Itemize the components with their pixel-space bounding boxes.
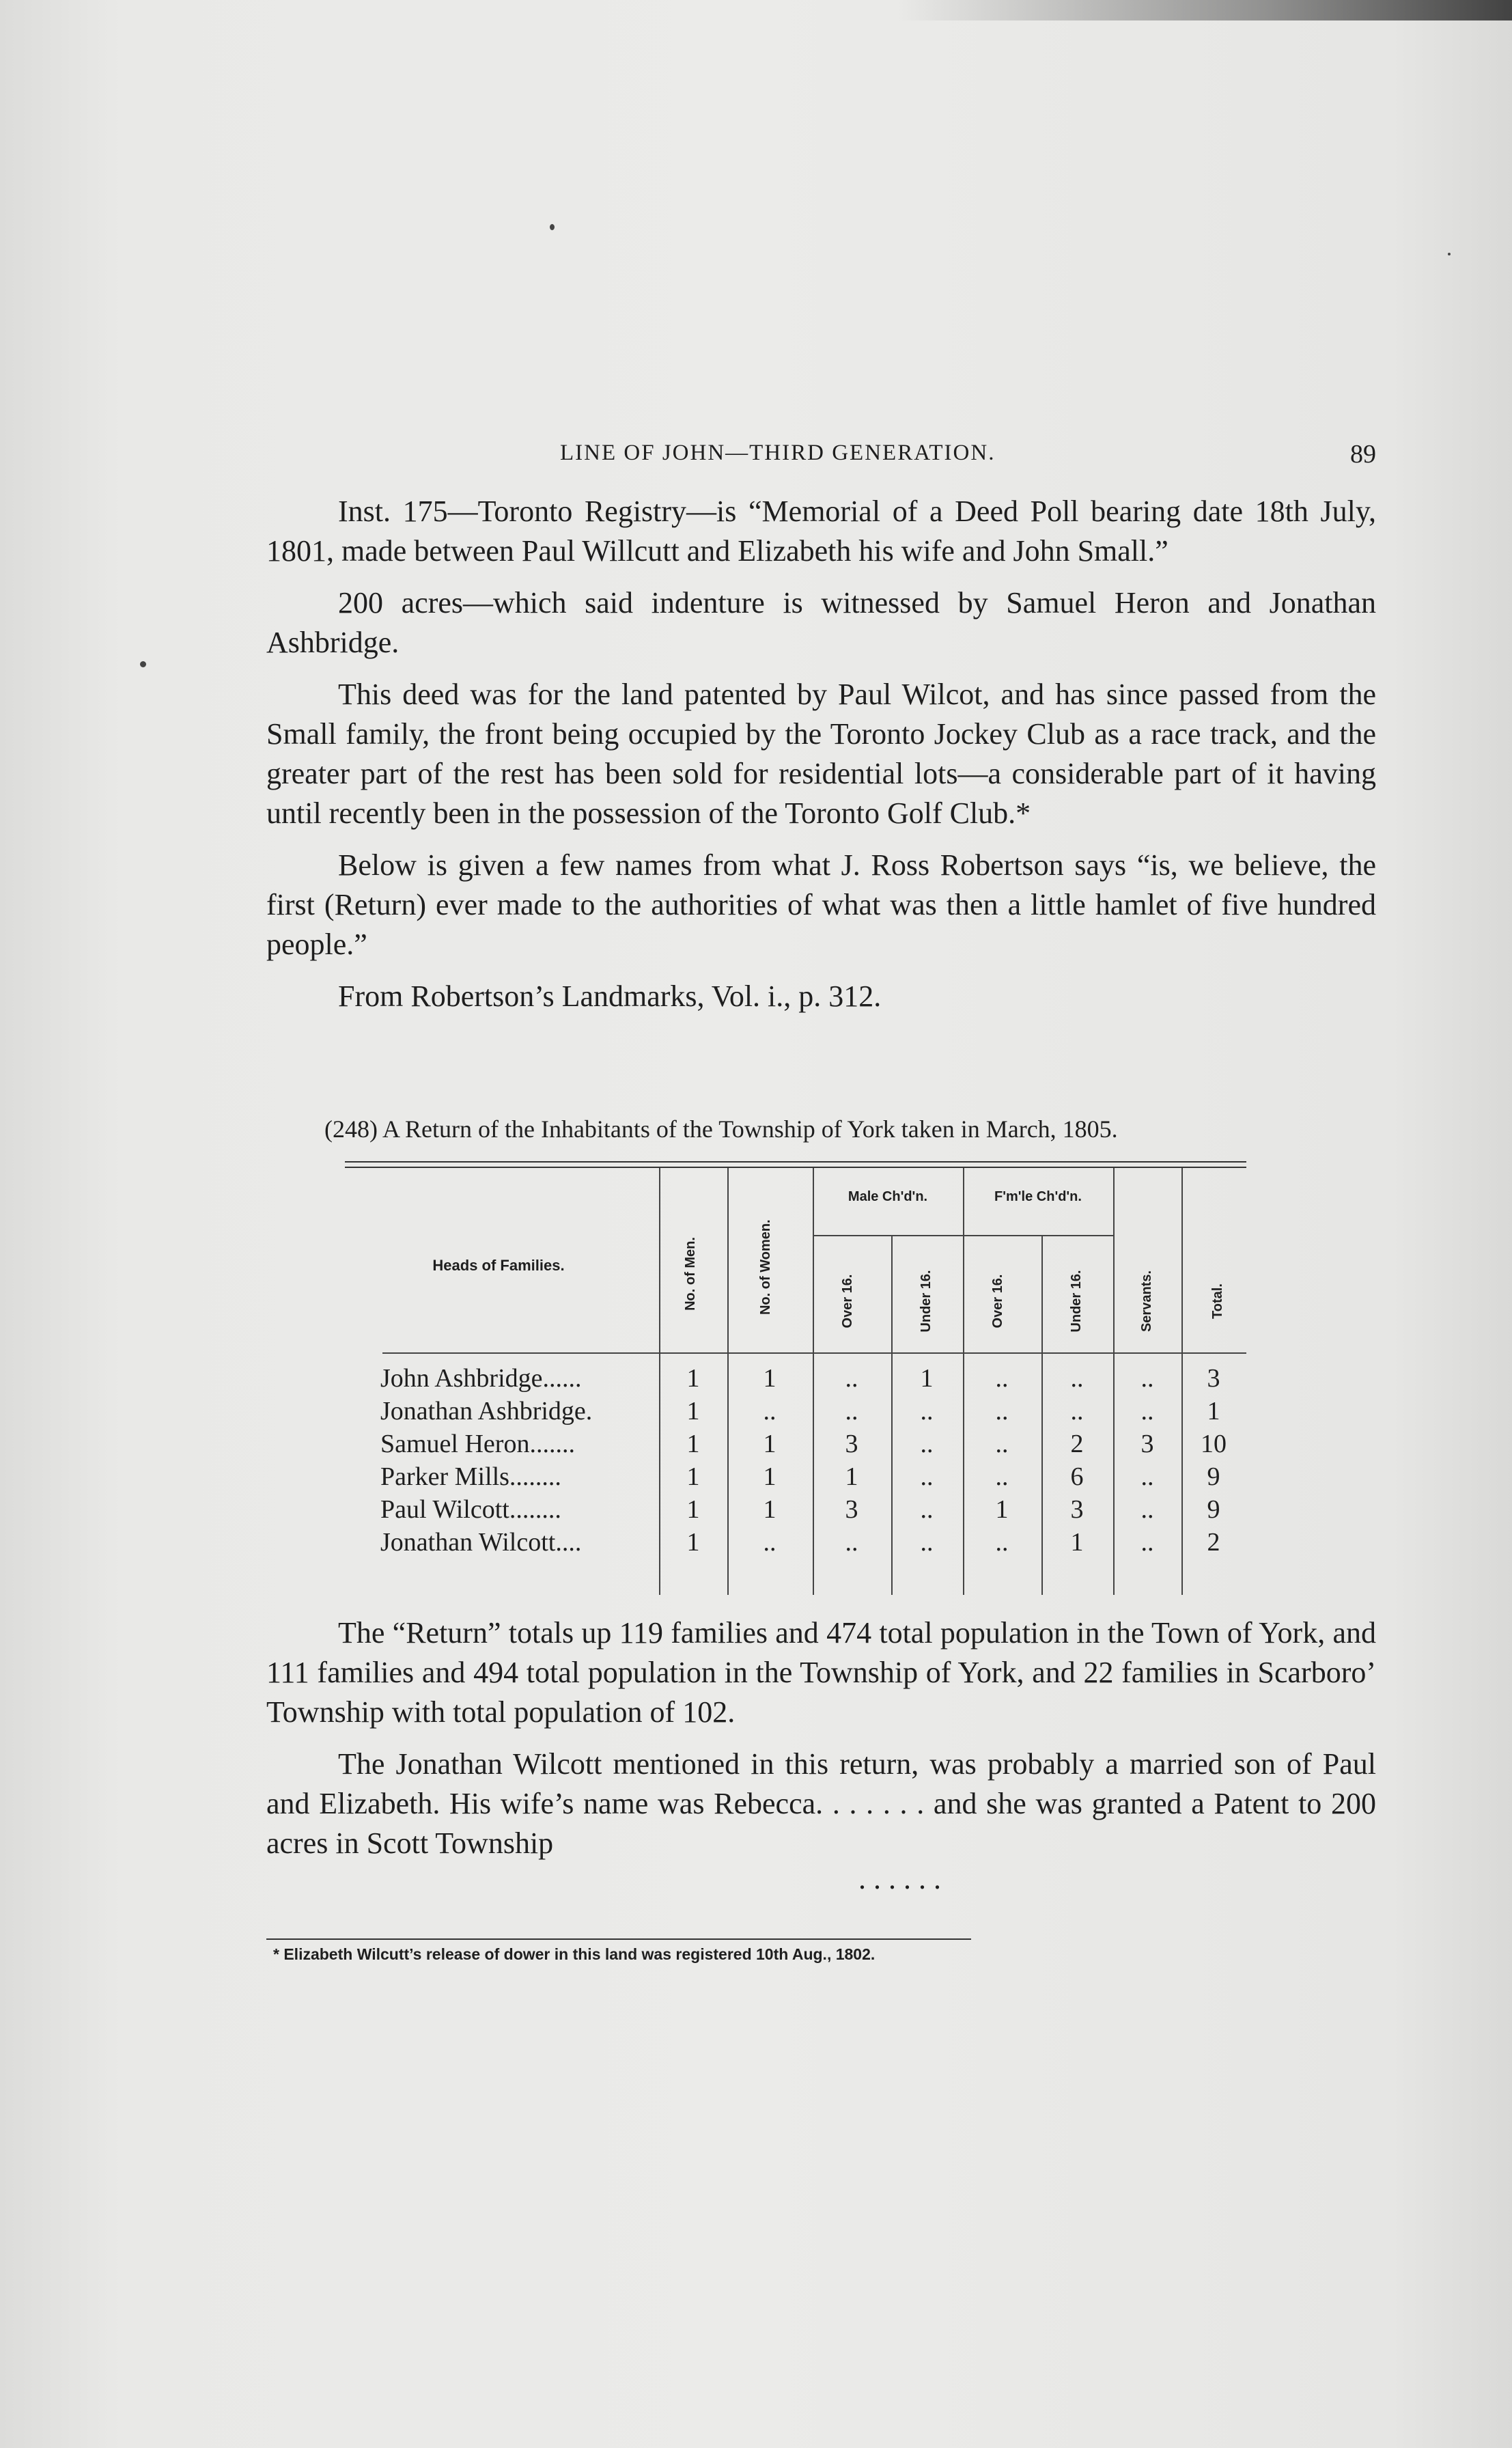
cell-fem-under: .. (1070, 1397, 1084, 1425)
paragraph: The “Return” totals up 119 families and 474 total population in the Town of York, and 111 families and 494 total population in the Township of York, and 22 families in Scarboro’ Township with total population of 102. (266, 1616, 1376, 1729)
cell-men: 1 (686, 1495, 700, 1524)
continued-text (266, 1613, 1376, 1911)
family-head-name: Jonathan Wilcott.... (380, 1528, 582, 1557)
cell-fem-over: .. (995, 1397, 1009, 1425)
cell-fem-over: .. (995, 1430, 1009, 1458)
table-caption: (248) A Return of the Inhabitants of the Township of York taken in March, 1805. (324, 1115, 1118, 1143)
table-row (345, 1428, 1246, 1460)
cell-women: .. (763, 1397, 776, 1425)
cell-fem-over: .. (995, 1364, 1009, 1393)
page-header (266, 441, 1376, 475)
cell-male-over: 1 (845, 1462, 858, 1491)
cell-men: 1 (686, 1364, 700, 1393)
cell-male-over: .. (845, 1364, 858, 1393)
group-underline (963, 1235, 1113, 1236)
cell-servants: .. (1140, 1397, 1154, 1425)
footnote: * Elizabeth Wilcutt’s release of dower in this land was registered 10th Aug., 1802. (273, 1945, 876, 1963)
family-head-name: Jonathan Ashbridge. (380, 1397, 593, 1425)
cell-women: 1 (763, 1495, 776, 1524)
cell-fem-under: .. (1070, 1364, 1084, 1393)
ink-speck (1448, 253, 1451, 255)
cell-fem-under: 2 (1070, 1430, 1084, 1458)
paragraph: Below is given a few names from what J. Ross Robertson says “is, we believe, the first (Return) ever made to the authorities of what was then a little hamlet of five hundred people.” (266, 848, 1376, 961)
ink-speck (140, 661, 146, 667)
column-header: Under 16. (919, 1270, 934, 1333)
cell-servants: 3 (1140, 1430, 1154, 1458)
cell-total: 1 (1207, 1397, 1220, 1425)
cell-male-under: .. (920, 1495, 934, 1524)
family-head-name: Paul Wilcott........ (380, 1495, 561, 1524)
cell-male-under: .. (920, 1430, 934, 1458)
cell-fem-under: 3 (1070, 1495, 1084, 1524)
column-header: No. of Men. (683, 1237, 698, 1311)
cell-women: 1 (763, 1364, 776, 1393)
paragraph: This deed was for the land patented by Paul Wilcot, and has since passed from the Small family, the front being occupied by the Toronto Jockey Club as a race track, and the greater part of the rest has been sold for residential lots—a considerable part of it having until recently been in the possession of the Toronto Golf Club.* (266, 678, 1376, 830)
cell-men: 1 (686, 1430, 700, 1458)
cell-fem-over: 1 (995, 1495, 1009, 1524)
cell-male-over: .. (845, 1528, 858, 1557)
cell-men: 1 (686, 1397, 700, 1425)
column-header: Over 16. (990, 1274, 1005, 1329)
family-head-name: Parker Mills........ (380, 1462, 561, 1491)
table-row (345, 1494, 1246, 1525)
table-row (345, 1395, 1246, 1427)
paragraph: The Jonathan Wilcott mentioned in this return, was probably a married son of Paul and Elizabeth. His wife’s name was Rebecca. . . . . . . and she was granted a Patent to 200 acres in Scott Township (266, 1747, 1376, 1860)
column-header: No. of Women. (758, 1219, 773, 1315)
cell-women: 1 (763, 1462, 776, 1491)
cell-servants: .. (1140, 1528, 1154, 1557)
female-children-header: F'm'le Ch'd'n. (994, 1189, 1082, 1204)
cell-women: 1 (763, 1430, 776, 1458)
cell-fem-under: 6 (1070, 1462, 1084, 1491)
family-head-name: Samuel Heron....... (380, 1430, 575, 1458)
group-underline (813, 1235, 963, 1236)
column-header: Over 16. (840, 1274, 855, 1329)
column-header: Total. (1210, 1283, 1225, 1319)
cell-total: 9 (1207, 1462, 1220, 1491)
cell-male-under: 1 (920, 1364, 934, 1393)
table-row (345, 1461, 1246, 1492)
cell-male-under: .. (920, 1397, 934, 1425)
cell-servants: .. (1140, 1462, 1154, 1491)
cell-servants: .. (1140, 1495, 1154, 1524)
census-table (345, 1161, 1246, 1602)
cell-men: 1 (686, 1528, 700, 1557)
column-header: Servants. (1139, 1270, 1154, 1333)
paragraph: 200 acres—which said indenture is witnessed by Samuel Heron and Jonathan Ashbridge. (266, 586, 1376, 659)
cell-total: 2 (1207, 1528, 1220, 1557)
heads-of-families-header: Heads of Families. (432, 1257, 565, 1274)
cell-women: .. (763, 1528, 776, 1557)
cell-fem-over: .. (995, 1528, 1009, 1557)
main-text (266, 492, 1376, 1029)
male-children-header: Male Ch'd'n. (848, 1189, 928, 1204)
table-top-rule (345, 1161, 1246, 1163)
cell-male-over: .. (845, 1397, 858, 1425)
cell-male-under: .. (920, 1462, 934, 1491)
table-row (345, 1527, 1246, 1558)
cell-men: 1 (686, 1462, 700, 1491)
cell-servants: .. (1140, 1364, 1154, 1393)
cell-male-under: .. (920, 1528, 934, 1557)
ink-speck (550, 224, 555, 230)
header-bottom-rule (382, 1352, 1246, 1354)
column-header: Under 16. (1069, 1270, 1084, 1333)
page-number: 89 (1350, 440, 1376, 469)
cell-total: 10 (1201, 1430, 1227, 1458)
cell-fem-over: .. (995, 1462, 1009, 1491)
scan-edge-shadow (897, 0, 1512, 20)
cell-fem-under: 1 (1070, 1528, 1084, 1557)
running-title: LINE OF JOHN—THIRD GENERATION. (560, 441, 996, 465)
table-top-rule (345, 1167, 1246, 1168)
paragraph: From Robertson’s Landmarks, Vol. i., p. 312. (338, 979, 882, 1013)
cell-male-over: 3 (845, 1495, 858, 1524)
cell-total: 9 (1207, 1495, 1220, 1524)
footnote-rule (266, 1938, 971, 1940)
family-head-name: John Ashbridge...... (380, 1364, 582, 1393)
cell-total: 3 (1207, 1364, 1220, 1393)
table-row (345, 1363, 1246, 1394)
cell-male-over: 3 (845, 1430, 858, 1458)
ellipsis-line: . . . . . . (858, 1862, 941, 1895)
paragraph: Inst. 175—Toronto Registry—is “Memorial of a Deed Poll bearing date 18th July, 1801, made between Paul Willcutt and Elizabeth his wife and John Small.” (266, 495, 1376, 568)
